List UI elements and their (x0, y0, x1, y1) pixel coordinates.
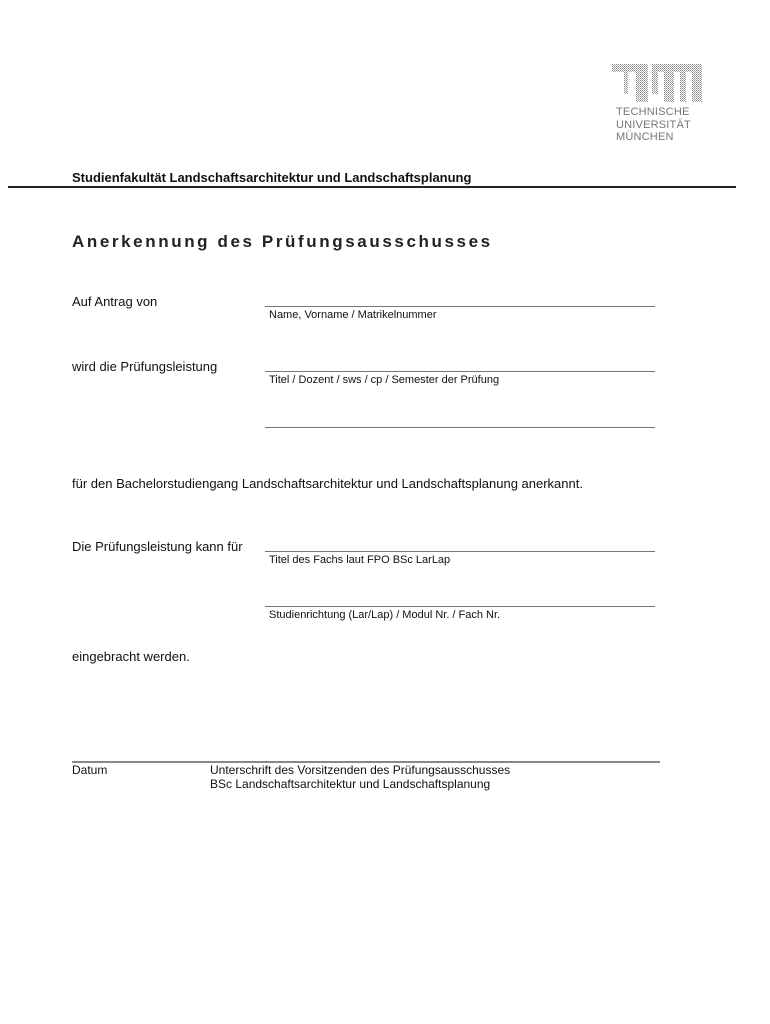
subject-label: Die Prüfungsleistung kann für (72, 539, 243, 554)
module-caption: Studienrichtung (Lar/Lap) / Modul Nr. / Fach Nr. (269, 609, 501, 621)
recognition-text: für den Bachelorstudiengang Landschaftsarchitektur und Landschaftsplanung anerkannt. (72, 476, 583, 491)
date-label: Datum (72, 763, 108, 777)
signature-caption-line1: Unterschrift des Vorsitzenden des Prüfungsausschusses (210, 763, 511, 777)
exam-field-continued[interactable] (265, 427, 655, 428)
logo-line: UNIVERSITÄT (616, 118, 691, 131)
logo-line: MÜNCHEN (616, 131, 674, 143)
subject-caption: Titel des Fachs laut FPO BSc LarLap (269, 554, 451, 566)
tum-logo-mark (612, 64, 702, 102)
exam-caption: Titel / Dozent / sws / cp / Semester der Prüfung (269, 374, 500, 386)
applicant-field[interactable] (265, 306, 655, 307)
signature-caption-line2: BSc Landschaftsarchitektur und Landschaftsplanung (210, 777, 491, 791)
exam-field[interactable] (265, 371, 655, 372)
faculty-header: Studienfakultät Landschaftsarchitektur und Landschaftsplanung (72, 170, 472, 185)
exam-label: wird die Prüfungsleistung (72, 359, 218, 374)
module-field[interactable] (265, 606, 655, 607)
logo-line: TECHNISCHE (616, 106, 690, 118)
page-title: Anerkennung des Prüfungsausschusses (72, 232, 493, 251)
header-divider (8, 186, 736, 188)
subject-field[interactable] (265, 551, 655, 552)
tum-logo-text (616, 106, 691, 144)
closing-text: eingebracht werden. (72, 649, 190, 664)
tum-logo (612, 64, 702, 107)
applicant-label: Auf Antrag von (72, 294, 158, 309)
applicant-caption: Name, Vorname / Matrikelnummer (269, 309, 437, 321)
